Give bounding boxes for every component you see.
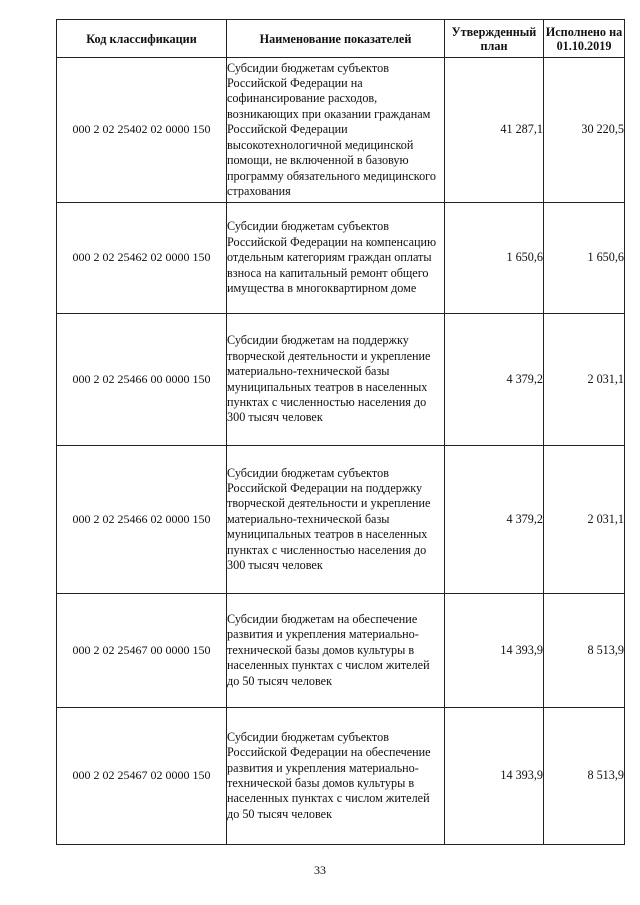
table-row — [57, 314, 625, 446]
row-code: 000 2 02 25467 02 0000 150 — [57, 708, 227, 845]
row-code: 000 2 02 25466 02 0000 150 — [57, 446, 227, 594]
table-row — [57, 203, 625, 314]
row-name: Субсидии бюджетам субъектов Российской Федерации на поддержку творческой деятельности и укрепление материально-технической базы муниципальных театров в населенных пунктах с численностью населения до 300 тысяч человек — [227, 446, 445, 594]
table-row — [57, 594, 625, 708]
row-name: Субсидии бюджетам субъектов Российской Федерации на софинансирование расходов, возникающих при оказании гражданам Российской Федерации высокотехнологичной медицинской помощи, не включенной в базовую программу обязательного медицинского страхования — [227, 58, 445, 203]
row-code: 000 2 02 25466 00 0000 150 — [57, 314, 227, 446]
row-code: 000 2 02 25462 02 0000 150 — [57, 203, 227, 314]
row-plan: 14 393,9 — [445, 594, 544, 708]
row-done: 2 031,1 — [544, 314, 625, 446]
row-done: 8 513,9 — [544, 708, 625, 845]
row-plan: 1 650,6 — [445, 203, 544, 314]
row-done: 8 513,9 — [544, 594, 625, 708]
row-name: Субсидии бюджетам субъектов Российской Федерации на обеспечение развития и укрепления материально-технической базы домов культуры в населенных пунктах с числом жителей до 50 тысяч человек — [227, 708, 445, 845]
header-name: Наименование показателей — [227, 20, 445, 58]
page-number: 33 — [314, 863, 326, 877]
row-plan: 4 379,2 — [445, 446, 544, 594]
row-done: 2 031,1 — [544, 446, 625, 594]
header-code: Код классификации — [57, 20, 227, 58]
table-header-row — [57, 20, 625, 58]
row-done: 1 650,6 — [544, 203, 625, 314]
row-plan: 14 393,9 — [445, 708, 544, 845]
row-plan: 41 287,1 — [445, 58, 544, 203]
row-name: Субсидии бюджетам субъектов Российской Федерации на компенсацию отдельным категориям граждан оплаты взноса на капитальный ремонт общего имущества в многоквартирном доме — [227, 203, 445, 314]
row-code: 000 2 02 25402 02 0000 150 — [57, 58, 227, 203]
header-done: Исполнено на 01.10.2019 — [544, 20, 625, 58]
table-row — [57, 446, 625, 594]
row-done: 30 220,5 — [544, 58, 625, 203]
row-code: 000 2 02 25467 00 0000 150 — [57, 594, 227, 708]
budget-table — [56, 19, 625, 845]
table-row — [57, 708, 625, 845]
row-plan: 4 379,2 — [445, 314, 544, 446]
row-name: Субсидии бюджетам на поддержку творческой деятельности и укрепление материально-технической базы муниципальных театров в населенных пунктах с численностью населения до 300 тысяч человек — [227, 314, 445, 446]
header-plan: Утвержденный план — [445, 20, 544, 58]
row-name: Субсидии бюджетам на обеспечение развития и укрепления материально-технической базы домов культуры в населенных пунктах с числом жителей до 50 тысяч человек — [227, 594, 445, 708]
table-row — [57, 58, 625, 203]
